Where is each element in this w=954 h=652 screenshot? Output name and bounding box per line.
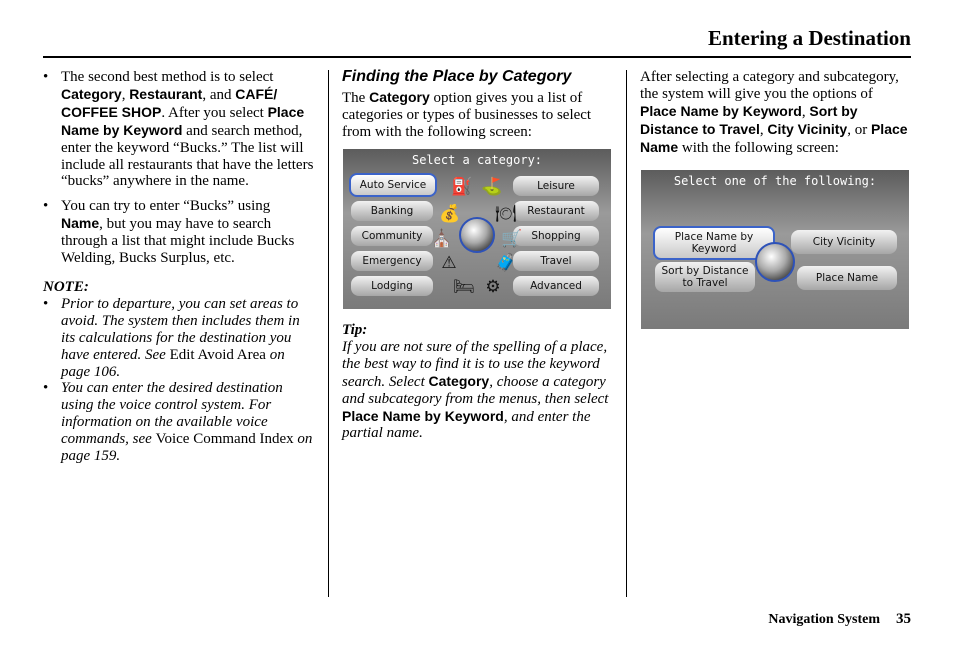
- column-1: [43, 69, 315, 465]
- advanced-icon: ⚙: [485, 277, 501, 296]
- header-rule: [43, 56, 911, 58]
- sort-by-distance-option[interactable]: Sort by Distance to Travel: [655, 262, 755, 292]
- bullet-item: • The second best method is to select Category, Restaurant, and CAFÉ/ COFFEE SHOP. After you select Place Name by Keyword and search method, enter the keyword “Bucks.” The list will include all restaurants that have the letters “bucks” anywhere in the name.: [43, 69, 314, 190]
- page-number: 35: [896, 611, 911, 627]
- column-divider-2: [626, 70, 627, 597]
- category-leisure[interactable]: Leisure: [513, 176, 599, 196]
- options-screen: [641, 170, 909, 329]
- bed-icon: 🛏: [453, 277, 475, 296]
- place-name-option[interactable]: Place Name: [797, 266, 897, 290]
- bullet-item: • You can try to enter “Bucks” using Name, but you may have to search through a list that might include Bucks Welding, Bucks Surplus, etc.: [43, 198, 295, 267]
- column-divider-1: [328, 70, 329, 597]
- category-banking[interactable]: Banking: [351, 201, 433, 221]
- screen-title: Select one of the following:: [673, 174, 877, 188]
- joystick-knob[interactable]: [755, 242, 795, 282]
- column-2: [342, 69, 614, 141]
- page-title: Entering a Destination: [707, 26, 911, 50]
- section-heading: Finding the Place by Category: [342, 68, 572, 85]
- place-name-by-keyword-option[interactable]: Place Name by Keyword: [653, 226, 775, 260]
- gas-pump-icon: ⛽: [451, 177, 473, 196]
- category-lodging[interactable]: Lodging: [351, 276, 433, 296]
- community-icon: ⛪: [431, 229, 453, 248]
- category-paragraph: The Category option gives you a list of categories or types of businesses to select from with the following screen:: [342, 88, 592, 140]
- screen-title: Select a category:: [411, 153, 543, 167]
- category-emergency[interactable]: Emergency: [351, 251, 433, 271]
- column-3: [640, 69, 910, 157]
- note-item: • You can enter the desired destination using the voice control system. For information on the available voice commands, see Voice Command Index on page 159.: [43, 380, 313, 465]
- tip-text: If you are not sure of the spelling of a place, the best way to find it is to use the keyword search. Select Category, choose a category and subcategory from the menus, then select Place Name by Keyword, and enter the partial name.: [342, 338, 609, 442]
- warning-icon: ⚠: [441, 253, 457, 272]
- category-shopping[interactable]: Shopping: [513, 226, 599, 246]
- joystick-knob[interactable]: [459, 217, 495, 253]
- golf-flag-icon: ⛳: [481, 177, 503, 196]
- luggage-icon: 🧳: [495, 253, 517, 272]
- tip-block: [342, 322, 614, 442]
- category-auto-service[interactable]: Auto Service: [349, 173, 437, 197]
- options-paragraph: After selecting a category and subcategory, the system will give you the options of Place Name by Keyword, Sort by Distance to Travel, City Vicinity, or Place Name with the following screen:: [640, 69, 908, 156]
- tip-label: Tip:: [342, 322, 368, 338]
- note-label: NOTE:: [43, 278, 89, 295]
- footer: [768, 611, 911, 628]
- footer-label: Navigation System: [768, 612, 880, 627]
- dining-icon: 🍽: [495, 204, 517, 223]
- note-item: • Prior to departure, you can set areas to avoid. The system then includes them in its calculations for the destination you have entered. See Edit Avoid Area on page 106.: [43, 295, 300, 380]
- category-restaurant[interactable]: Restaurant: [513, 201, 599, 221]
- money-icon: 💰: [439, 204, 461, 223]
- city-vicinity-option[interactable]: City Vicinity: [791, 230, 897, 254]
- category-community[interactable]: Community: [351, 226, 433, 246]
- category-travel[interactable]: Travel: [513, 251, 599, 271]
- category-screen: [343, 149, 611, 309]
- category-advanced[interactable]: Advanced: [513, 276, 599, 296]
- shopping-icon: 🛒: [501, 229, 523, 248]
